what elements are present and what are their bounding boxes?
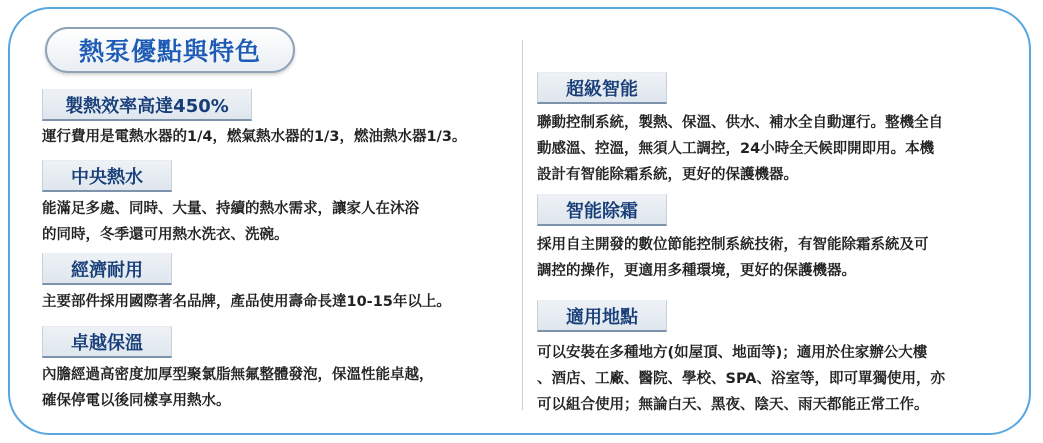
- text-smart: [537, 110, 943, 188]
- text-line: 運行費用是電熱水器的1/4，燃氣熱水器的1/3，燃油熱水器1/3。: [42, 129, 467, 145]
- text-line: 的同時，冬季還可用熱水洗衣、洗碗。: [42, 227, 289, 243]
- text-locations: [537, 340, 945, 418]
- text-line: 、酒店、工廠、醫院、學校、SPA、浴室等，即可單獨使用，亦: [537, 371, 945, 387]
- text-line: 聯動控制系統，製熱、保溫、供水、補水全自動運行。整機全自: [537, 115, 943, 131]
- text-line: 內膽經過高密度加厚型聚氯脂無氟整體發泡，保溫性能卓越，: [42, 367, 434, 383]
- heading-durability: 經濟耐用: [42, 253, 172, 285]
- text-defrost: [537, 232, 929, 284]
- text-line: 動感溫、控溫，無須人工調控，24小時全天候即開即用。本機: [537, 141, 935, 157]
- text-line: 調控的操作，更適用多種環境，更好的保護機器。: [537, 263, 856, 279]
- text-line: 可以安裝在多種地方(如屋頂、地面等)；適用於住家辦公大樓: [537, 345, 928, 361]
- heading-efficiency: 製熱效率高達450%: [42, 89, 252, 121]
- heading-central-hot-water: 中央熱水: [42, 160, 172, 192]
- heading-smart: 超級智能: [537, 72, 667, 104]
- page-title: 熱泵優點與特色: [78, 37, 261, 66]
- text-line: 主要部件採用國際著名品牌，產品使用壽命長達10-15年以上。: [42, 294, 451, 310]
- text-efficiency: [42, 124, 466, 150]
- column-divider: [522, 40, 523, 410]
- text-line: 可以組合使用；無論白天、黑夜、陰天、雨天都能正常工作。: [537, 397, 929, 413]
- text-line: 設計有智能除霜系統，更好的保護機器。: [537, 167, 798, 183]
- text-line: 採用自主開發的數位節能控制系統技術，有智能除霜系統及可: [537, 237, 929, 253]
- text-central-hot-water: [42, 196, 419, 248]
- heading-locations: 適用地點: [537, 300, 667, 332]
- heading-insulation: 卓越保溫: [42, 326, 172, 358]
- heading-defrost: 智能除霜: [537, 194, 667, 226]
- text-line: 能滿足多處、同時、大量、持續的熱水需求，讓家人在沐浴: [42, 201, 419, 217]
- title-badge: [45, 27, 295, 73]
- text-insulation: [42, 362, 434, 414]
- text-durability: [42, 289, 451, 315]
- text-line: 確保停電以後同樣享用熱水。: [42, 393, 231, 409]
